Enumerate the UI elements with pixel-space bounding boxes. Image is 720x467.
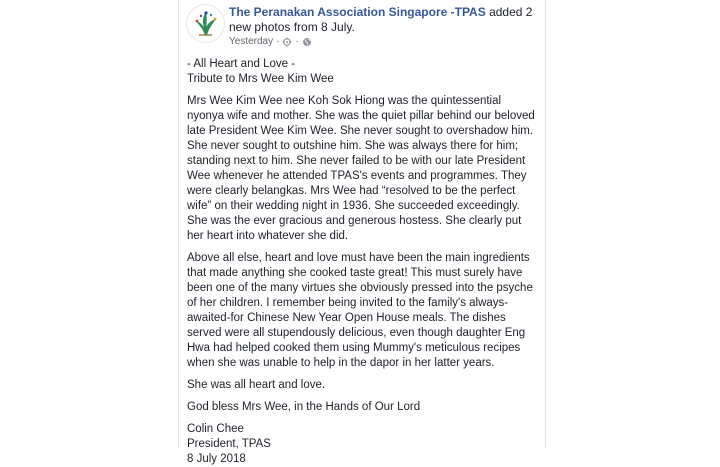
paragraph-3: She was all heart and love. bbox=[187, 379, 326, 391]
post-body bbox=[187, 57, 539, 467]
paragraph-4: God bless Mrs Wee, in the Hands of Our Lord bbox=[187, 401, 421, 413]
heading-line-2: Tribute to Mrs Wee Kim Wee bbox=[187, 73, 334, 85]
post-meta bbox=[229, 36, 312, 48]
signature-name: Colin Chee bbox=[187, 423, 244, 435]
post-timestamp[interactable]: Yesterday bbox=[229, 36, 274, 47]
peacock-logo-icon bbox=[187, 5, 224, 42]
post-heading bbox=[187, 57, 539, 87]
post-action-text: added 2 new photos from 8 July. bbox=[229, 5, 533, 34]
signature-date: 8 July 2018 bbox=[187, 453, 246, 465]
signature-title: President, TPAS bbox=[187, 438, 271, 450]
post-header bbox=[179, 0, 545, 52]
post-headline bbox=[229, 5, 539, 35]
paragraph-1: Mrs Wee Kim Wee nee Koh Sok Hiong was the quintessential nyonya wife and mother. She was the quiet pillar behind our beloved late President Wee Kim Wee. She never sought to overshadow him. She never sought to outshine him. She was always there for him; standing next to him. She never failed to be with our late President Wee whenever he attended TPAS's events and programmes. They were clearly belangkas. Mrs Wee had “resolved to be the perfect wife” on their wedding night in 1936. She succeeded exceedingly. She was the ever gracious and generous hostess. She clearly put her heart into whatever she did. bbox=[187, 95, 535, 242]
page-name-link[interactable]: The Peranakan Association Singapore -TPAS bbox=[229, 5, 486, 19]
heading-line-1: - All Heart and Love - bbox=[187, 58, 296, 70]
globe-icon[interactable] bbox=[302, 37, 312, 47]
meta-separator: · bbox=[276, 36, 280, 47]
facebook-post bbox=[178, 0, 546, 465]
signature-block bbox=[187, 422, 539, 467]
settings-gear-icon[interactable] bbox=[282, 37, 292, 47]
page-avatar[interactable] bbox=[186, 4, 225, 43]
paragraph-2: Above all else, heart and love must have been the main ingredients that made anything she cooked taste great! This must surely have been one of the many virtues she obviously pressed into the psyche of her children. I remember being invited to the family's always-awaited-for Chinese New Year Open House meals. The dishes served were all stupendously delicious, even though daughter Eng Hwa had helped cooked them using Mummy's meticulous recipes when she was unable to help in the dapor in her latter years. bbox=[187, 252, 533, 369]
meta-separator: · bbox=[295, 36, 299, 47]
